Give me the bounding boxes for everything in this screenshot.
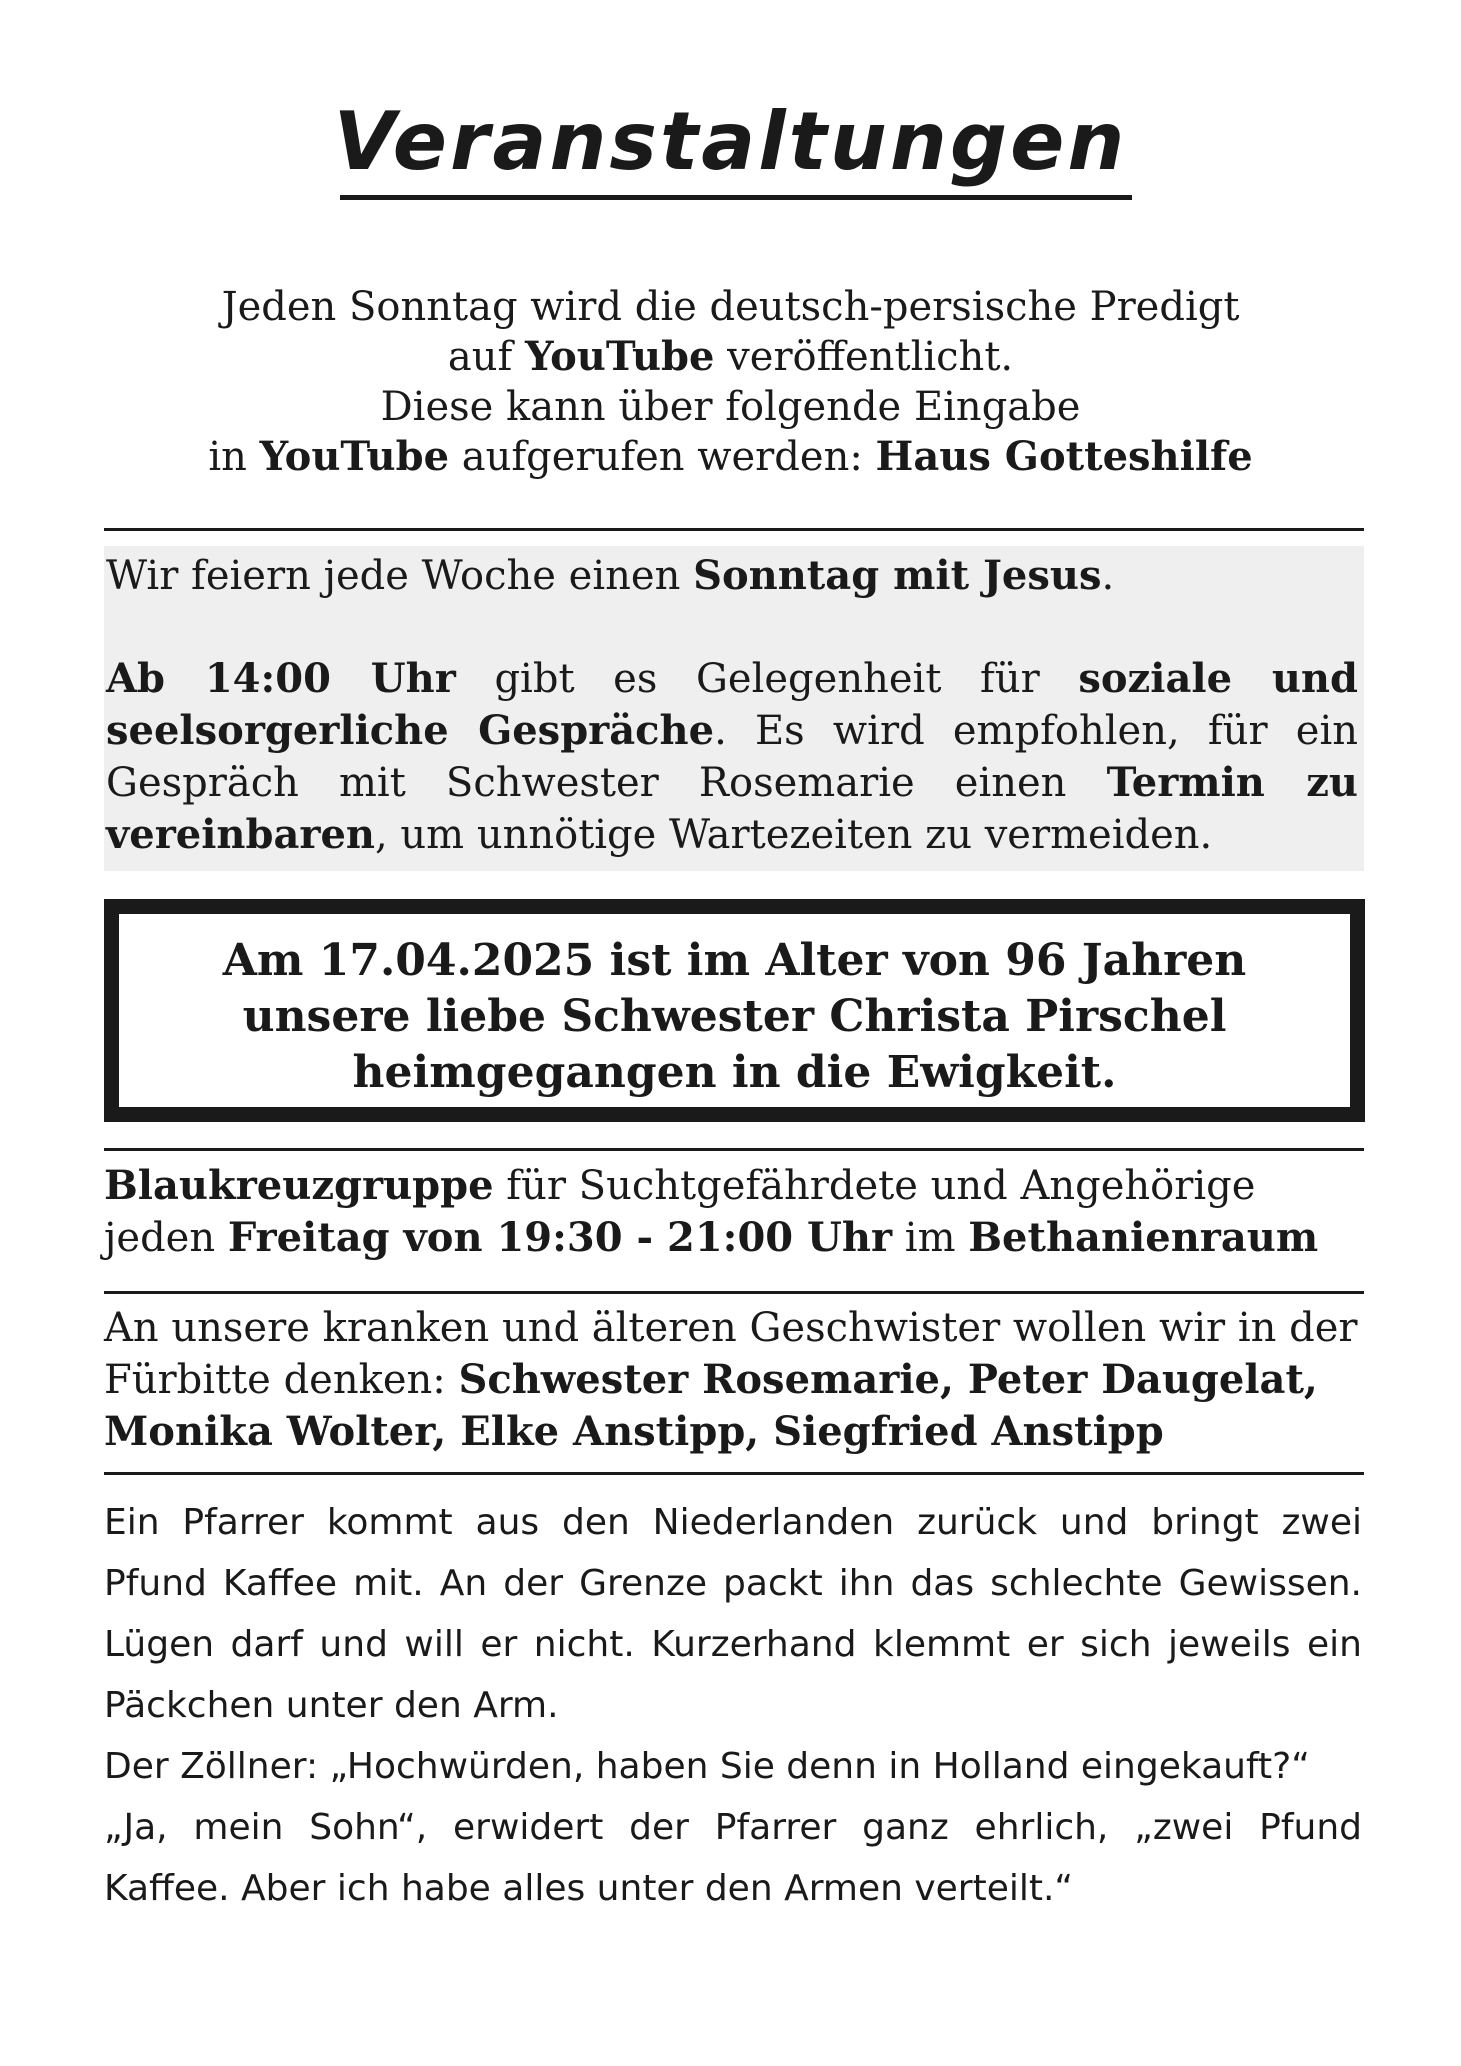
text: gibt es Gelegenheit für <box>455 656 1079 702</box>
memorial-box <box>104 899 1365 1122</box>
divider <box>104 1291 1364 1294</box>
youtube-label: YouTube <box>259 433 450 480</box>
joke-paragraph: „Ja, mein Sohn“, erwidert der Pfarrer ganz ehrlich, „zwei Pfund Kaffee. Aber ich habe alles unter den Armen verteilt.“ <box>104 1807 1362 1909</box>
emphasis: Bethanienraum <box>968 1214 1319 1261</box>
joke-section <box>104 1492 1362 1919</box>
intro-text: aufgerufen werden: <box>449 434 876 480</box>
emphasis: Schwester Rosemarie, Peter Daugelat, <box>458 1356 1318 1403</box>
text: für Suchtgefährdete und Angehörige <box>493 1163 1256 1209</box>
intro-line <box>0 282 1461 332</box>
prayer-line <box>104 1303 1364 1354</box>
intro-text: veröffentlicht. <box>714 334 1014 380</box>
memorial-line: Am 17.04.2025 ist im Alter von 96 Jahren <box>222 935 1247 986</box>
text: . <box>1101 553 1115 599</box>
blaukreuz-section <box>104 1160 1364 1264</box>
divider <box>104 1148 1364 1151</box>
intro-text: Jeden Sonntag wird die deutsch-persische Predigt <box>221 284 1240 330</box>
text: im <box>892 1215 969 1261</box>
text: Wir feiern jede Woche einen <box>106 553 694 599</box>
emphasis: Termin zu vereinbaren <box>106 759 1358 858</box>
sunday-section <box>104 546 1364 871</box>
intro-line <box>0 332 1461 382</box>
search-term: Haus Gotteshilfe <box>875 433 1253 480</box>
emphasis: Freitag von 19:30 - 21:00 Uhr <box>227 1214 893 1261</box>
intro-text: auf <box>447 334 526 380</box>
intro-text: Diese kann über folgende Eingabe <box>380 384 1081 430</box>
youtube-notice <box>0 282 1461 482</box>
text: , um unnötige Wartezeiten zu vermeiden. <box>374 812 1213 858</box>
sunday-paragraph <box>106 550 1358 602</box>
text: An unsere kranken und älteren Geschwister wollen wir in der <box>104 1305 1358 1351</box>
memorial-line: unsere liebe Schwester Christa Pirschel <box>242 991 1227 1042</box>
blaukreuz-line <box>104 1212 1364 1264</box>
emphasis: soziale und seelsorgerliche Gespräche <box>106 655 1358 754</box>
memorial-line: heimgegangen in die Ewigkeit. <box>352 1047 1117 1098</box>
prayer-line <box>104 1354 1364 1406</box>
intro-text: in <box>208 434 260 480</box>
intro-line <box>0 382 1461 432</box>
text: Fürbitte denken: <box>104 1357 459 1403</box>
counseling-paragraph <box>106 653 1358 861</box>
emphasis: Sonntag mit Jesus <box>693 552 1102 599</box>
page-title: Veranstaltungen <box>333 95 1128 188</box>
divider <box>104 1472 1364 1475</box>
title-underline <box>340 195 1132 200</box>
emphasis: Monika Wolter, Elke Anstipp, Siegfried Anstipp <box>104 1408 1164 1455</box>
joke-paragraph: Der Zöllner: „Hochwürden, haben Sie denn in Holland eingekauft?“ <box>104 1746 1310 1787</box>
emphasis: Ab 14:00 Uhr <box>106 655 456 702</box>
prayer-section <box>104 1303 1364 1458</box>
joke-paragraph: Ein Pfarrer kommt aus den Niederlanden zurück und bringt zwei Pfund Kaffee mit. An der Grenze packt ihn das schlechte Gewissen. Lügen darf und will er nicht. Kurzerhand klemmt er sich jeweils ein Päckchen unter den Arm. <box>104 1502 1362 1726</box>
text: jeden <box>104 1215 228 1261</box>
prayer-line <box>104 1406 1364 1458</box>
text: . Es wird empfohlen, für ein Gespräch mit Schwester Rosemarie einen <box>106 708 1359 806</box>
blaukreuz-line <box>104 1160 1364 1212</box>
emphasis: Blaukreuzgruppe <box>104 1162 494 1209</box>
divider <box>104 528 1364 531</box>
intro-line <box>0 432 1461 482</box>
youtube-label: YouTube <box>525 333 715 380</box>
